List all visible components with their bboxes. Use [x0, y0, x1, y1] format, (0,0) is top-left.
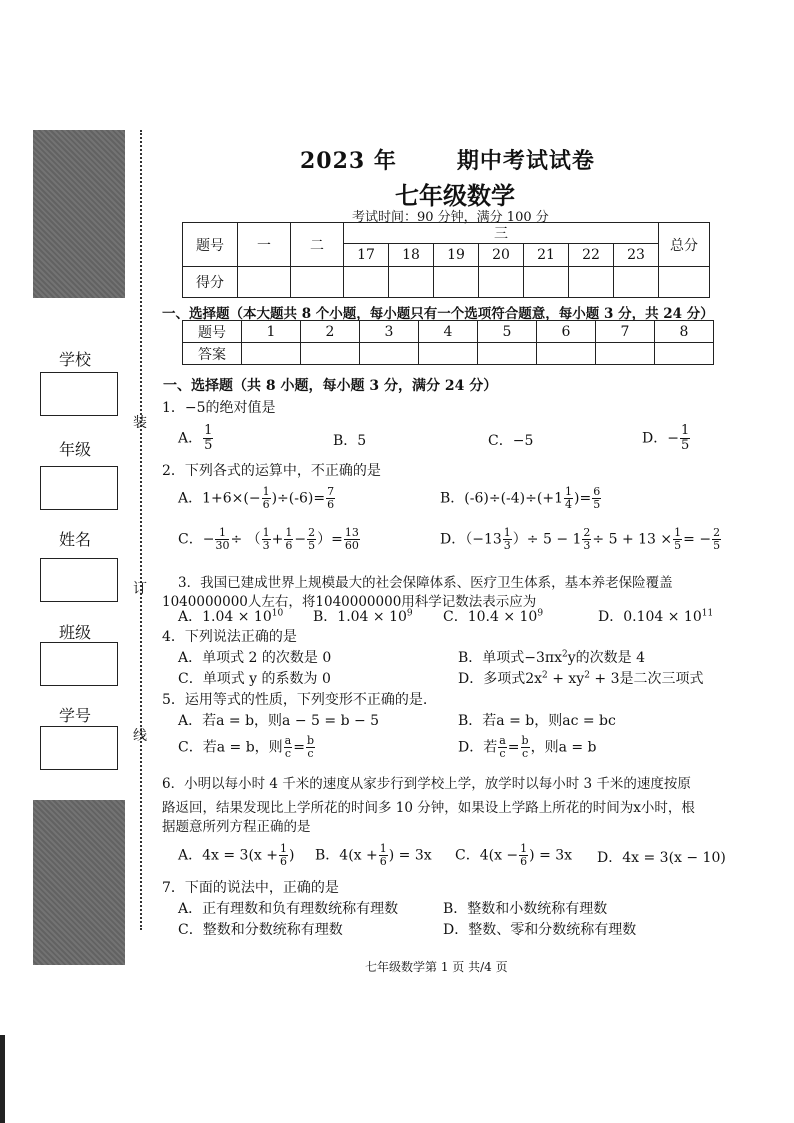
- q4-option-b[interactable]: B．单项式$-3\pi x^2y$的次数是 4: [458, 649, 646, 666]
- score-subcol: 18: [389, 244, 434, 267]
- exam-title: 期中考试试卷: [456, 148, 595, 174]
- score-subcol: 22: [569, 244, 614, 267]
- label-school: 学校: [58, 350, 91, 369]
- bottom-cover-block: [33, 800, 125, 965]
- q2-option-a[interactable]: A．1+6×(− $\frac{1}{6}$ )÷(-6)= $\frac{7}{6}$: [178, 485, 335, 511]
- answer-cell[interactable]: [419, 343, 478, 365]
- q6-option-c[interactable]: C．4(x − $\frac{1}{6}$ ) = 3x: [455, 842, 573, 868]
- score-subcol: 19: [434, 244, 479, 267]
- q4-option-a[interactable]: A．单项式 2 的次数是 0: [178, 650, 332, 666]
- q3-stem-line1: 3．我国已建成世界上规模最大的社会保障体系、医疗卫生体系，基本养老保险覆盖: [178, 575, 673, 591]
- q7-option-a[interactable]: A．正有理数和负有理数统称有理数: [178, 901, 399, 917]
- exam-year: 2023 年: [300, 148, 397, 174]
- exam-title-line: [300, 144, 595, 175]
- score-cell[interactable]: [569, 267, 614, 298]
- q5-stem: 5．运用等式的性质，下列变形不正确的是.: [162, 692, 428, 708]
- score-subcol: 20: [479, 244, 524, 267]
- q1-option-a[interactable]: [178, 424, 214, 453]
- school-field[interactable]: [40, 372, 118, 416]
- answer-cell[interactable]: [655, 343, 714, 365]
- q7-stem: 7．下面的说法中，正确的是: [162, 880, 339, 896]
- q3-option-b[interactable]: B．$1.04 \times 10^9$: [313, 608, 413, 625]
- grade-field[interactable]: [40, 466, 118, 510]
- q6-option-b[interactable]: B．4(x + $\frac{1}{6}$ ) = 3x: [315, 842, 432, 868]
- score-cell[interactable]: [434, 267, 479, 298]
- student-id-field[interactable]: [40, 726, 118, 770]
- q6-stem-line3: 据题意所列方程正确的是: [162, 819, 311, 835]
- score-col-2: 二: [291, 223, 344, 267]
- score-cell[interactable]: [344, 267, 389, 298]
- q7-option-d[interactable]: D．整数、零和分数统称有理数: [443, 922, 637, 938]
- q5-option-d[interactable]: D．若 $\frac{a}{c}$ = $\frac{b}{c}$ ，则a = b: [458, 734, 597, 760]
- answer-cell[interactable]: [360, 343, 419, 365]
- scan-edge-mark: [0, 1035, 5, 1123]
- q5-option-a[interactable]: A．若a = b，则a − 5 = b − 5: [178, 713, 380, 729]
- q2-option-c[interactable]: C．− $\frac{1}{30}$ ÷ （ $\frac{1}{3}$ + $\frac{1}{6}$ − $\frac{2}{5}$ ）= $\frac{13}{60}$: [178, 526, 359, 552]
- answer-cell[interactable]: [301, 343, 360, 365]
- answer-col: 5: [478, 321, 537, 343]
- q6-stem-line2: 路返回，结果发现比上学所花的时间多 10 分钟，如果设上学路上所花的时间为x小时，根: [162, 800, 695, 816]
- answer-col: 7: [596, 321, 655, 343]
- binding-dotted-line: [140, 130, 142, 930]
- score-row-label: 得分: [183, 267, 238, 298]
- answer-header-question: 题号: [183, 321, 242, 343]
- q6-option-a[interactable]: A．4x = 3(x + $\frac{1}{6}$ ): [178, 842, 295, 868]
- section1-intro: 一、选择题（本大题共 8 个小题，每小题只有一个选项符合题意，每小题 3 分，共 24 分）: [162, 306, 714, 322]
- label-class: 班级: [58, 623, 91, 642]
- q2-stem: 2．下列各式的运算中，不正确的是: [162, 463, 381, 479]
- q3-option-a[interactable]: A．$1.04 \times 10^{10}$: [178, 608, 284, 625]
- q1-option-d[interactable]: [642, 424, 691, 453]
- answer-col: 4: [419, 321, 478, 343]
- answer-col: 8: [655, 321, 714, 343]
- answer-col: 3: [360, 321, 419, 343]
- binding-char-zhuang: 装: [133, 415, 147, 431]
- answer-cell[interactable]: [478, 343, 537, 365]
- exam-time: 考试时间：90 分钟，满分 100 分: [352, 210, 549, 225]
- q3-stem-line2: 1040000000人左右，将1040000000用科学记数法表示应为: [162, 594, 537, 610]
- q6-option-d[interactable]: D．4x = 3(x − 10): [597, 850, 726, 866]
- binding-char-xian: 线: [133, 728, 147, 744]
- answer-col: 1: [242, 321, 301, 343]
- q7-option-c[interactable]: C．整数和分数统称有理数: [178, 922, 343, 938]
- score-cell[interactable]: [659, 267, 710, 298]
- q1-stem: 1．−5的绝对值是: [162, 400, 276, 416]
- score-cell[interactable]: [479, 267, 524, 298]
- score-cell[interactable]: [389, 267, 434, 298]
- q4-option-c[interactable]: C．单项式 y 的系数为 0: [178, 671, 331, 687]
- q1-option-b[interactable]: B．5: [333, 433, 367, 449]
- q4-stem: 4．下列说法正确的是: [162, 629, 297, 645]
- label-student-id: 学号: [58, 706, 91, 725]
- score-col-total: 总分: [659, 223, 710, 267]
- score-subcol: 23: [614, 244, 659, 267]
- answer-col: 6: [537, 321, 596, 343]
- score-subcol: 21: [524, 244, 569, 267]
- q5-option-c[interactable]: C．若a = b，则 $\frac{a}{c}$ = $\frac{b}{c}$: [178, 734, 314, 760]
- q1-a-fraction: $\frac{1}{5}$: [204, 423, 213, 453]
- answer-cell[interactable]: [596, 343, 655, 365]
- section1-heading: 一、选择题（共 8 小题，每小题 3 分，满分 24 分）: [163, 378, 498, 394]
- score-cell[interactable]: [238, 267, 291, 298]
- score-cell[interactable]: [291, 267, 344, 298]
- q5-option-b[interactable]: B．若a = b，则ac = bc: [458, 713, 616, 729]
- top-cover-block: [33, 130, 125, 298]
- score-col-1: 一: [238, 223, 291, 267]
- answer-col: 2: [301, 321, 360, 343]
- answer-table: [182, 320, 714, 365]
- q1-d-prefix: D．−: [642, 430, 679, 447]
- score-subcol: 17: [344, 244, 389, 267]
- label-grade: 年级: [58, 440, 91, 459]
- q7-option-b[interactable]: B．整数和小数统称有理数: [443, 901, 608, 917]
- label-name: 姓名: [58, 530, 91, 549]
- score-col-3: 三: [344, 223, 659, 244]
- q1-a-prefix: A．: [178, 430, 203, 447]
- class-field[interactable]: [40, 642, 118, 686]
- score-cell[interactable]: [614, 267, 659, 298]
- answer-cell[interactable]: [242, 343, 301, 365]
- page-footer: 七年级数学第 1 页 共/4 页: [365, 960, 508, 974]
- q6-stem-line1: 6．小明以每小时 4 千米的速度从家步行到学校上学，放学时以每小时 3 千米的速度按原: [162, 776, 691, 792]
- q2-option-b[interactable]: B．(-6)÷(-4)÷(+1 $\frac{1}{4}$ )= $\frac{6}{5}$: [440, 485, 601, 511]
- binding-char-ding: 订: [133, 581, 147, 597]
- score-header-question: 题号: [183, 223, 238, 267]
- name-field[interactable]: [40, 558, 118, 602]
- q2-option-d[interactable]: D．（−13 $\frac{1}{3}$ ）÷ 5 − 1 $\frac{2}{3}$ ÷ 5 + 13 × $\frac{1}{5}$ = − $\frac{2}{5}$: [440, 526, 721, 552]
- answer-cell[interactable]: [537, 343, 596, 365]
- score-cell[interactable]: [524, 267, 569, 298]
- q4-option-d[interactable]: D．多项式$2x^2 + xy^2 + 3$是二次三项式: [458, 670, 704, 687]
- answer-row-label: 答案: [183, 343, 242, 365]
- subject-title: 七年级数学: [395, 181, 515, 210]
- score-table: [182, 222, 710, 298]
- q3-option-d[interactable]: D．$0.104 \times 10^{11}$: [598, 608, 714, 625]
- q1-option-c[interactable]: C．−5: [488, 433, 534, 449]
- q3-option-c[interactable]: C．$10.4 \times 10^9$: [443, 608, 544, 625]
- q1-d-fraction: $\frac{1}{5}$: [680, 423, 690, 453]
